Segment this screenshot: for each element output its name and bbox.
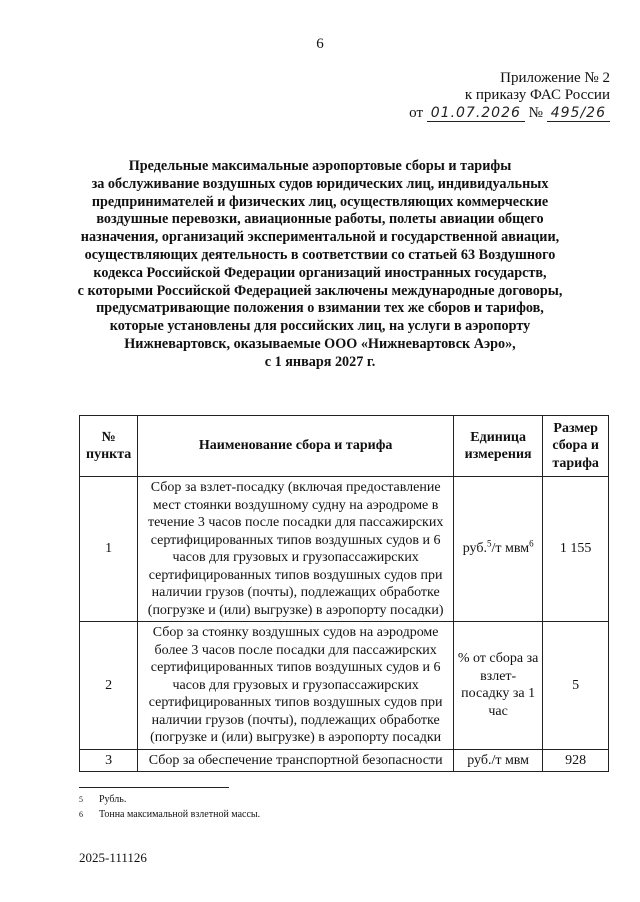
header-name: Наименование сбора и тарифа: [138, 416, 454, 477]
header-size: Размер сбора и тарифа: [543, 416, 609, 477]
row-name-line: Сбор за взлет-посадку (включая предоставление: [150, 480, 441, 495]
title-line: кодекса Российской Федерации организаций иностранных государств,: [93, 264, 547, 281]
row-name-line: наличии грузов (почты), подлежащих обработке: [151, 712, 440, 728]
row-unit: руб./т мвм: [453, 749, 542, 772]
title-line: предусматривающие положения о взимании тех же сборов и тарифов,: [96, 300, 544, 317]
title-line: Нижневартовск, оказываемые ООО «Нижневартовск Аэро»,: [124, 335, 516, 352]
title-line: за обслуживание воздушных судов юридических лиц, индивидуальных: [91, 175, 549, 192]
row-name: [138, 622, 454, 750]
order-date: 01.07.2026: [427, 105, 525, 122]
annex-subtitle: к приказу ФАС России: [464, 87, 610, 103]
unit-line: посадку за 1: [461, 686, 536, 702]
unit-main: руб.: [462, 541, 487, 557]
row-name-line: наличии грузов (почты), подлежащих обработке: [151, 585, 440, 600]
order-number: 495/26: [547, 105, 610, 122]
annex-block: [380, 70, 610, 122]
row-num: 3: [80, 749, 138, 772]
row-unit: [453, 477, 542, 622]
unit-line: за взлет-: [480, 651, 539, 684]
document-code: 2025-111126: [79, 850, 147, 865]
row-name-line: течение 3 часов после посадки для пассажирских: [147, 515, 444, 530]
header-num: № пункта: [80, 416, 138, 477]
table-row: [80, 749, 609, 772]
row-num: 1: [80, 477, 138, 622]
from-label: от: [409, 105, 423, 121]
title-line: осуществляющих деятельность в соответствии со статьей 63 Воздушного: [84, 246, 556, 263]
document-title: [70, 158, 570, 372]
row-name-line: более 3 часов после посадки для пассажирских: [154, 642, 437, 658]
tariffs-table: [79, 415, 609, 772]
unit-mid: /т мвм: [491, 541, 530, 557]
row-name-line: Сбор за обеспечение транспортной безопасности: [148, 752, 443, 768]
title-line: назначения, организаций экспериментальной и государственной авиации,: [80, 229, 560, 246]
footnote-text: Тонна максимальной взлетной массы.: [99, 809, 261, 820]
row-name-line: сертифицированных типов воздушных судов и 6: [150, 660, 441, 675]
title-line: которые установлены для российских лиц, на услуги в аэропорту: [109, 318, 531, 335]
footnote-ref: 5: [486, 538, 492, 549]
row-name-line: (погрузке и (или) выгрузке) в аэропорту посадки: [150, 730, 442, 745]
page-number: 6: [316, 36, 324, 52]
row-size: 5: [543, 622, 609, 750]
footnote-mark: 5: [79, 795, 83, 804]
title-line: воздушные перевозки, авиационные работы, полеты авиации общего: [96, 211, 544, 228]
title-line: с которыми Российской Федерацией заключены международные договоры,: [77, 282, 563, 299]
footnote: [79, 807, 599, 822]
row-name-line: Сбор за стоянку воздушных судов на аэродроме: [152, 625, 439, 640]
row-name-line: часов для грузовых и грузопассажирских: [172, 677, 419, 693]
row-name-line: сертифицированных типов воздушных судов и 6: [150, 532, 441, 548]
title-line: предпринимателей и физических лиц, осуществляющих коммерческие: [91, 193, 549, 210]
footnote-mark: 6: [79, 810, 83, 819]
row-name-line: часов для грузовых и грузопассажирских: [172, 550, 419, 565]
title-line: Предельные максимальные аэропортовые сборы и тарифы: [128, 158, 512, 174]
number-label: №: [528, 105, 543, 121]
footnotes: [79, 792, 599, 822]
table-row: [80, 622, 609, 750]
row-name: [138, 749, 454, 772]
row-name-line: сертифицированных типов воздушных судов при: [148, 695, 443, 710]
row-name-line: сертифицированных типов воздушных судов при: [148, 567, 443, 583]
table-row: [80, 477, 609, 622]
row-size: 928: [543, 749, 609, 772]
row-name: [138, 477, 454, 622]
title-line: с 1 января 2027 г.: [264, 353, 376, 370]
footnote-text: Рубль.: [99, 794, 127, 805]
unit-line: час: [488, 703, 508, 719]
annex-title: Приложение № 2: [500, 70, 610, 86]
header-unit: Единица измерения: [453, 416, 542, 477]
footnote-ref: 6: [529, 538, 534, 549]
unit-line: % от сбора: [457, 651, 524, 667]
row-num: 2: [80, 622, 138, 750]
order-line: [380, 105, 610, 122]
row-name-line: (погрузке и (или) выгрузке) в аэропорту посадки): [147, 602, 444, 618]
row-name-line: мест стоянки воздушному судну на аэродроме в: [152, 497, 439, 513]
table-header-row: [80, 416, 609, 477]
row-unit: [453, 622, 542, 750]
row-size: 1 155: [543, 477, 609, 622]
footnote: [79, 792, 599, 807]
footnote-divider: [79, 787, 229, 788]
